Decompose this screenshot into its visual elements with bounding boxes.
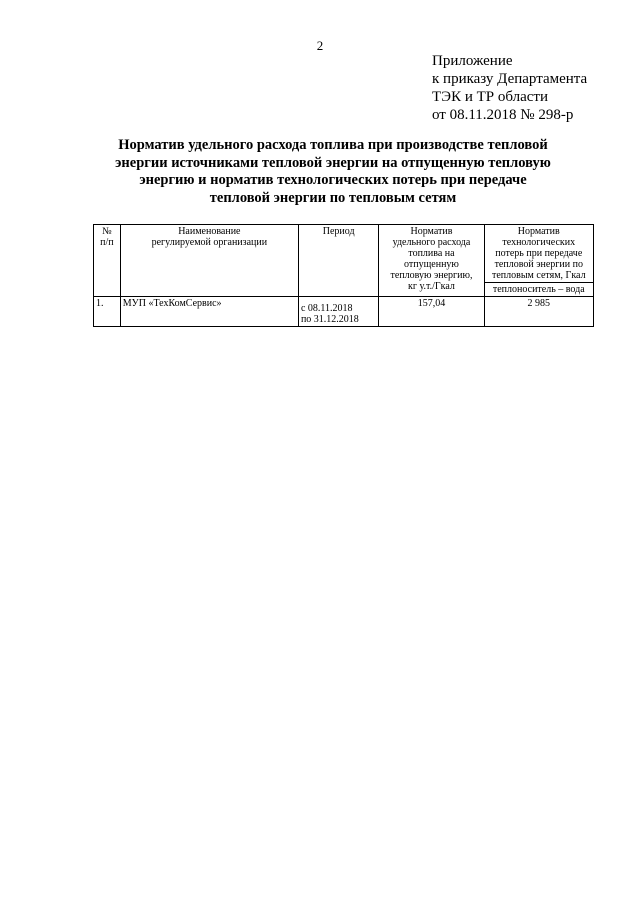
row-num: 1. xyxy=(94,297,121,327)
header-text: Период xyxy=(322,226,355,237)
header-text: тепловой энергии по xyxy=(494,259,583,270)
row-organization: МУП «ТехКомСервис» xyxy=(120,297,298,327)
page-number: 2 xyxy=(316,38,324,53)
header-text: топлива на xyxy=(408,248,455,259)
period-text: по 31.12.2018 xyxy=(300,314,359,325)
row-period xyxy=(298,297,378,327)
header-text: отпущенную xyxy=(404,259,459,270)
header-num xyxy=(94,225,121,297)
title-line: Норматив удельного расхода топлива при производстве тепловой xyxy=(118,137,548,153)
header-period xyxy=(298,225,378,297)
table-row xyxy=(94,297,594,327)
norms-table xyxy=(93,224,594,327)
appendix-line: от 08.11.2018 № 298-р xyxy=(432,107,574,123)
header-fuel-norm xyxy=(379,225,484,297)
header-text: Наименование xyxy=(178,226,241,237)
header-text: Норматив xyxy=(410,226,453,237)
row-loss-norm: 2 985 xyxy=(484,297,593,327)
period-text: с 08.11.2018 xyxy=(300,303,353,314)
header-text: потерь при передаче xyxy=(495,248,583,259)
header-text: технологических xyxy=(502,237,576,248)
header-text: п/п xyxy=(100,237,114,248)
header-text: регулируемой организации xyxy=(151,237,268,248)
header-loss-norm xyxy=(484,225,593,297)
row-fuel-norm: 157,04 xyxy=(379,297,484,327)
document-title xyxy=(90,137,576,207)
appendix-line: к приказу Департамента xyxy=(432,71,588,87)
header-text: кг у.т./Гкал xyxy=(408,281,455,292)
title-line: энергию и норматив технологических потерь при передаче xyxy=(139,172,527,188)
appendix-line: ТЭК и ТР области xyxy=(432,89,548,105)
header-organization xyxy=(120,225,298,297)
table-header-row xyxy=(94,225,594,297)
header-text: тепловую энергию, xyxy=(390,270,473,281)
title-line: тепловой энергии по тепловым сетям xyxy=(209,189,457,206)
header-text: Норматив xyxy=(517,226,560,237)
header-subtext: теплоноситель – вода xyxy=(485,282,593,296)
title-line: энергии источниками тепловой энергии на отпущенную тепловую xyxy=(115,154,551,171)
header-text: № xyxy=(102,226,112,237)
appendix-line: Приложение xyxy=(432,53,513,69)
header-text: тепловым сетям, Гкал xyxy=(491,270,586,281)
header-text: удельного расхода xyxy=(392,237,471,248)
appendix-block xyxy=(432,52,587,124)
